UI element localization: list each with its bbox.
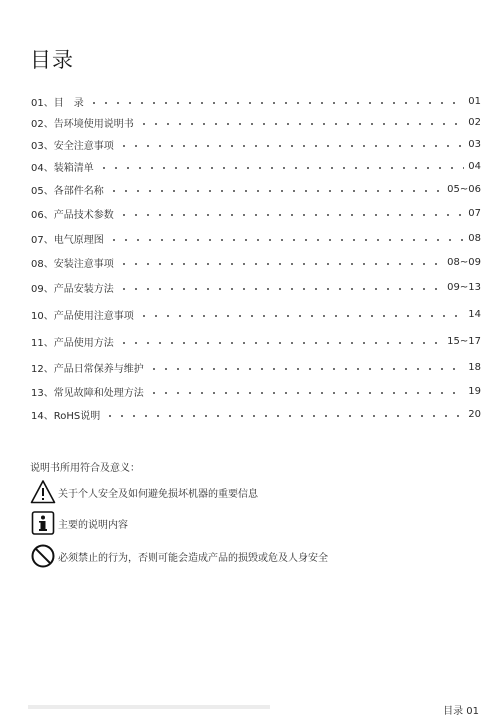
toc-entry-label: 13、常见故障和处理方法 bbox=[31, 387, 144, 399]
toc-entry-page: 03 bbox=[468, 138, 481, 150]
legend-title: 说明书所用符合及意义： bbox=[30, 463, 140, 474]
toc-entry-label: 05、各部件名称 bbox=[31, 185, 104, 197]
toc-entry bbox=[31, 333, 481, 349]
toc-entry-page: 20 bbox=[468, 408, 481, 420]
toc-entry bbox=[31, 254, 481, 270]
dot-leader bbox=[98, 162, 465, 170]
toc-entry-label: 01、目 录 bbox=[31, 97, 84, 109]
toc-entry bbox=[31, 158, 481, 174]
prohibited-icon bbox=[30, 543, 56, 569]
toc-entry-page: 15~17 bbox=[447, 335, 481, 347]
dot-leader bbox=[88, 97, 465, 105]
toc-entry bbox=[31, 406, 481, 422]
legend-item-info bbox=[30, 510, 128, 536]
toc-entry-page: 08 bbox=[468, 232, 481, 244]
dot-leader bbox=[138, 118, 465, 126]
toc-entry-page: 19 bbox=[468, 385, 481, 397]
footer-page-number: 目录 01 bbox=[443, 706, 479, 717]
dot-leader bbox=[118, 258, 443, 266]
dot-leader bbox=[148, 363, 465, 371]
dot-leader bbox=[118, 337, 443, 345]
toc-entry bbox=[31, 279, 481, 295]
toc-entry-label: 03、安全注意事项 bbox=[31, 140, 114, 152]
toc-entry bbox=[31, 306, 481, 322]
toc-entry-label: 14、RoHS说明 bbox=[31, 410, 101, 422]
legend-item-prohibited bbox=[30, 543, 328, 569]
toc-entry-label: 09、产品安装方法 bbox=[31, 283, 114, 295]
dot-leader bbox=[104, 410, 464, 418]
toc-entry-page: 04 bbox=[468, 160, 481, 172]
info-icon bbox=[30, 510, 56, 536]
toc-entry-page: 05~06 bbox=[447, 183, 481, 195]
dot-leader bbox=[148, 387, 465, 395]
dot-leader bbox=[108, 234, 465, 242]
toc-entry bbox=[31, 230, 481, 246]
toc-entry-page: 02 bbox=[468, 116, 481, 128]
dot-leader bbox=[118, 209, 465, 217]
toc-entry bbox=[31, 359, 481, 375]
toc-entry-page: 08~09 bbox=[447, 256, 481, 268]
toc-entry-page: 07 bbox=[468, 207, 481, 219]
toc-entry bbox=[31, 181, 481, 197]
toc-entry-page: 01 bbox=[468, 95, 481, 107]
toc-entry-label: 04、装箱清单 bbox=[31, 162, 94, 174]
toc-entry bbox=[31, 383, 481, 399]
dot-leader bbox=[118, 283, 443, 291]
toc-entry-label: 06、产品技术参数 bbox=[31, 209, 114, 221]
legend-item-text: 关于个人安全及如何避免损坏机器的重要信息 bbox=[58, 488, 258, 500]
legend-item-text: 主要的说明内容 bbox=[58, 519, 128, 531]
toc-entry bbox=[31, 136, 481, 152]
legend-item-warning bbox=[30, 479, 258, 505]
footer-divider bbox=[28, 705, 270, 709]
toc-entry-label: 08、安装注意事项 bbox=[31, 258, 114, 270]
toc-entry-label: 10、产品使用注意事项 bbox=[31, 310, 134, 322]
toc-entry-page: 18 bbox=[468, 361, 481, 373]
dot-leader bbox=[138, 310, 465, 318]
toc-entry bbox=[31, 93, 481, 109]
page-title: 目录 bbox=[30, 48, 74, 72]
toc-entry-label: 11、产品使用方法 bbox=[31, 337, 114, 349]
warning-triangle-icon bbox=[30, 479, 56, 505]
toc-entry bbox=[31, 205, 481, 221]
toc-entry-page: 14 bbox=[468, 308, 481, 320]
toc-entry-label: 07、电气原理图 bbox=[31, 234, 104, 246]
legend-item-text: 必须禁止的行为，否则可能会造成产品的损毁或危及人身安全 bbox=[58, 552, 328, 564]
toc-entry-page: 09~13 bbox=[447, 281, 481, 293]
dot-leader bbox=[108, 185, 443, 193]
dot-leader bbox=[118, 140, 465, 148]
toc-entry bbox=[31, 114, 481, 130]
toc-entry-label: 12、产品日常保养与维护 bbox=[31, 363, 144, 375]
toc-entry-label: 02、告环境使用说明书 bbox=[31, 118, 134, 130]
